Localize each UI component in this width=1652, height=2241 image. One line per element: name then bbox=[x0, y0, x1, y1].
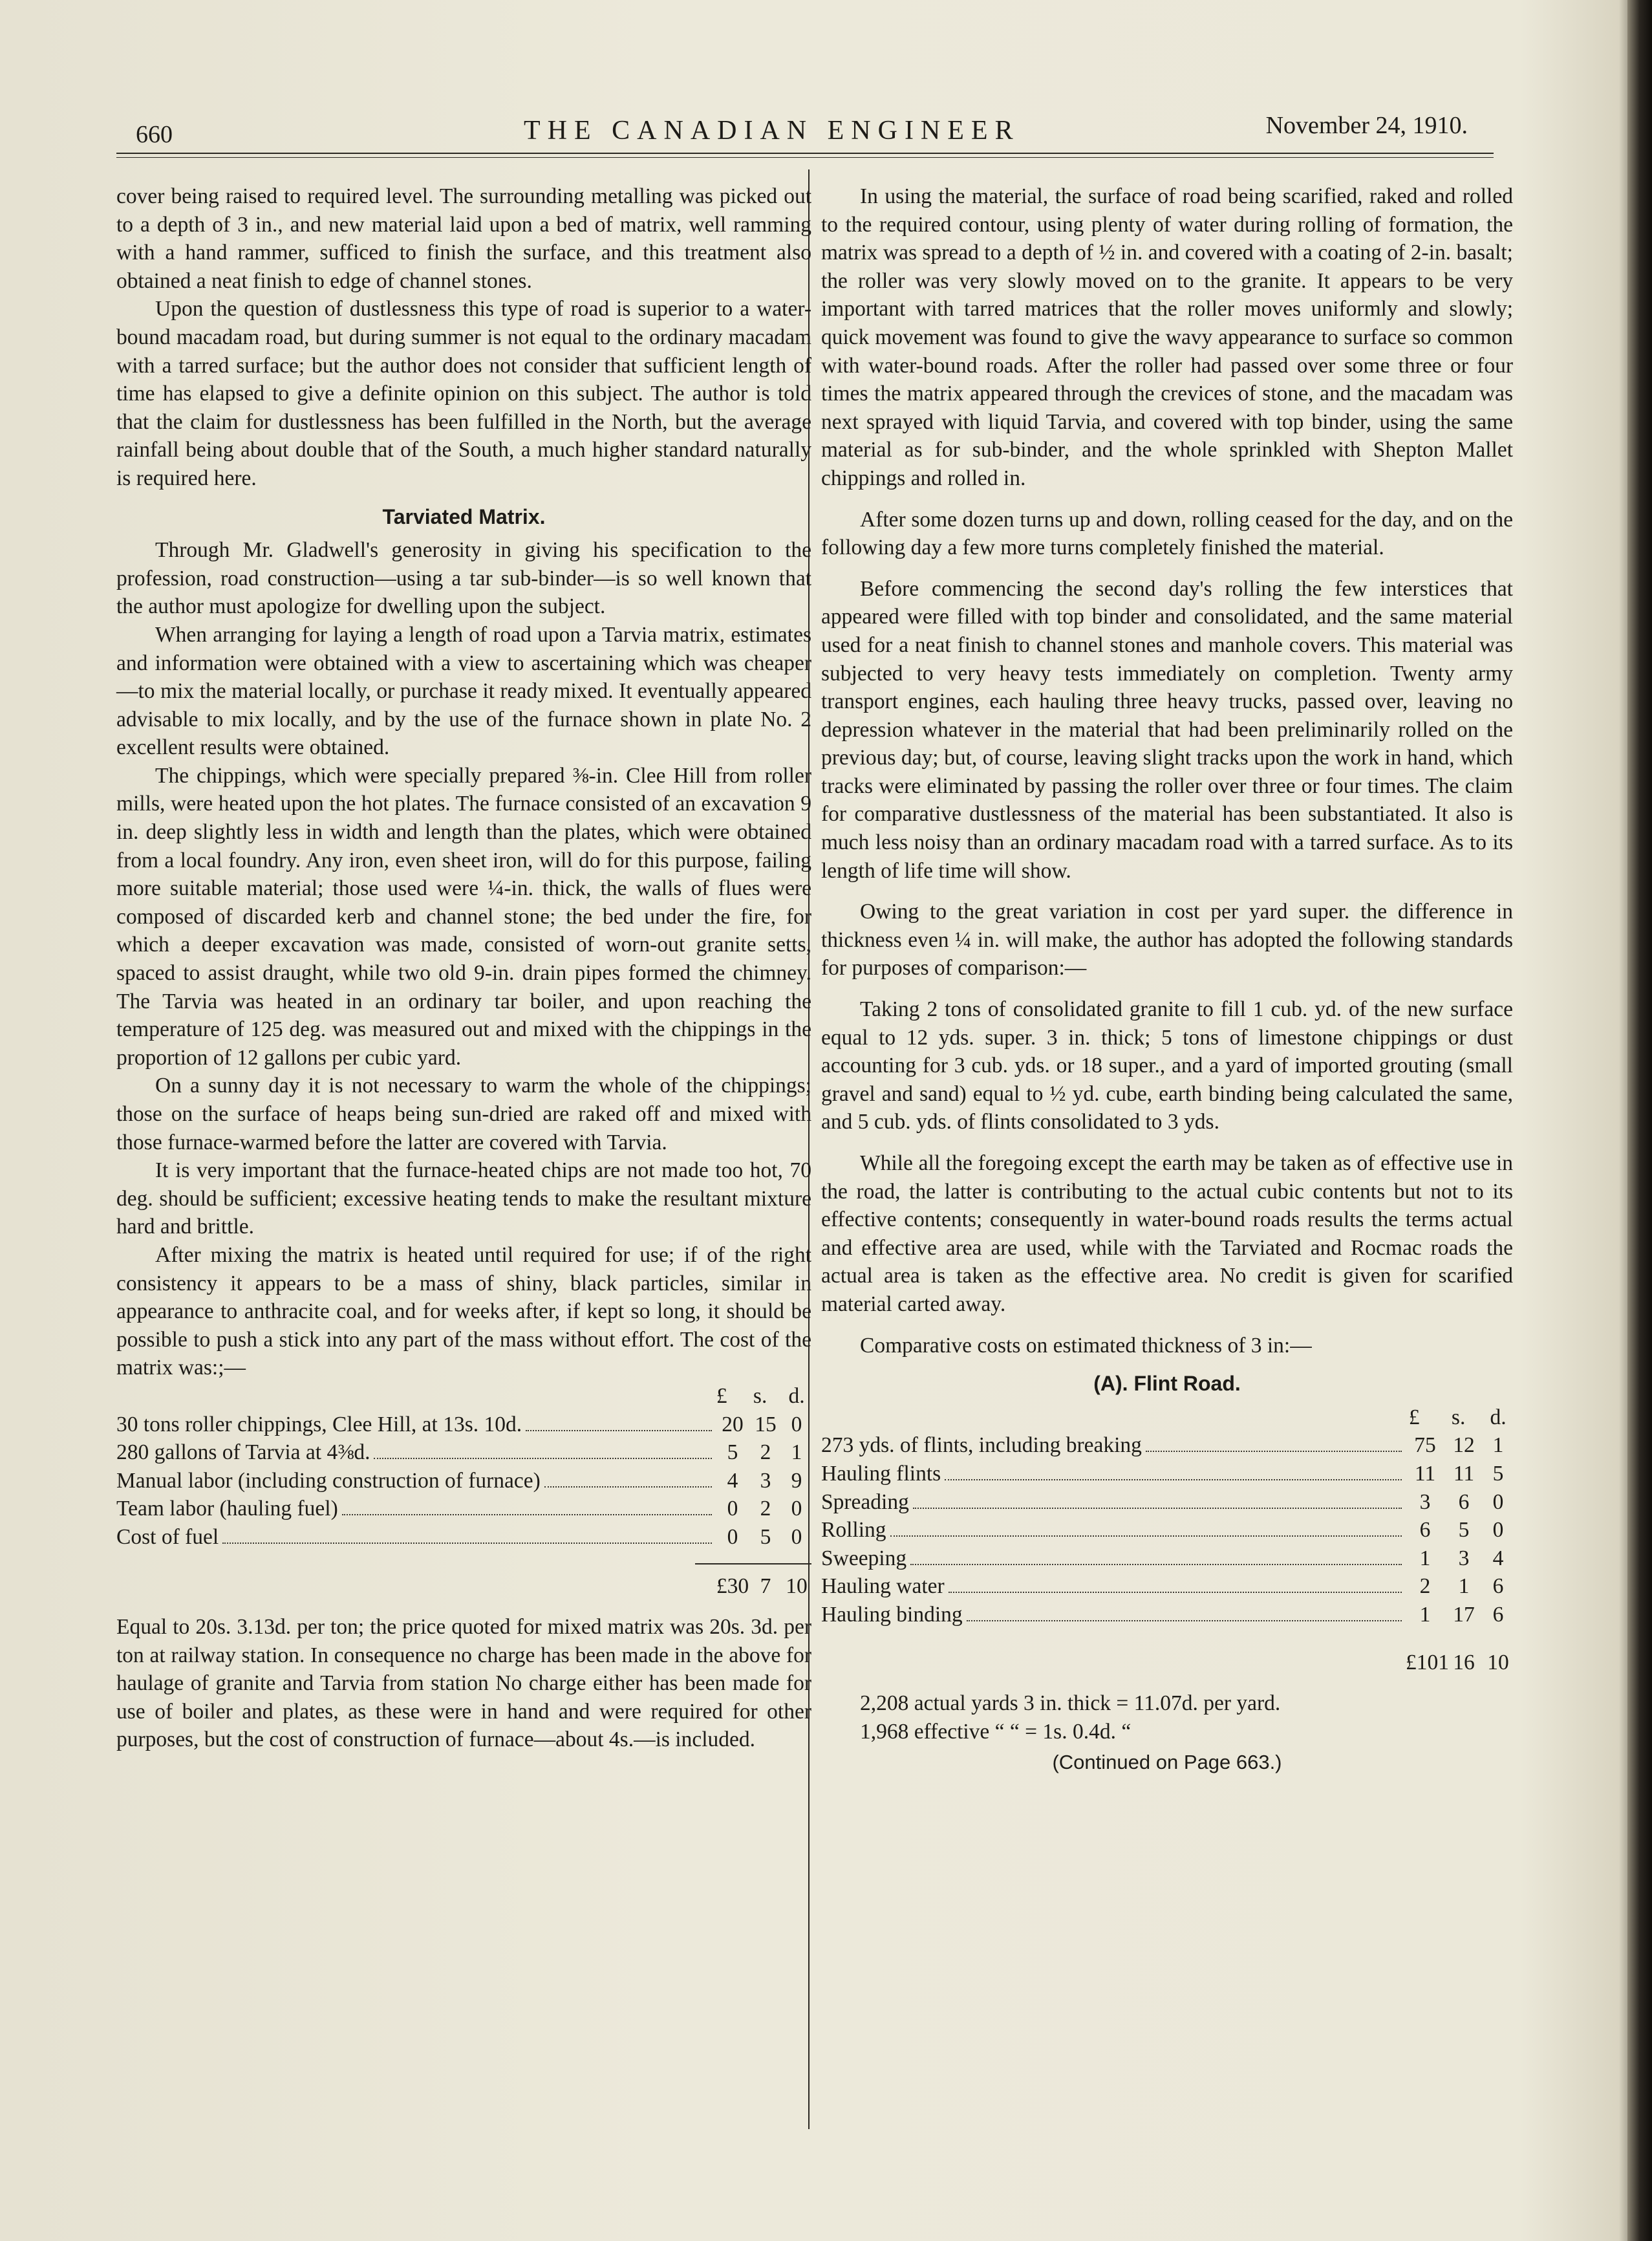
left-column bbox=[116, 182, 811, 1754]
cost-row bbox=[821, 1488, 1513, 1517]
shillings: 2 bbox=[760, 1497, 771, 1521]
cost-row bbox=[821, 1572, 1513, 1601]
paragraph: After mixing the matrix is heated until required for use; if of the right consistency it appears to be a mass of shiny, black particles, similar in appearance to anthracite coal, and for weeks after, if kept so long, it should be possible to push a stick into any part of the mass without effort. The cost of the matrix was:;— bbox=[116, 1242, 811, 1380]
cost-row bbox=[116, 1495, 811, 1523]
cost-label: Team labor (hauling fuel) bbox=[116, 1497, 338, 1521]
paragraph: While all the foregoing except the earth may be taken as of effective use in the road, the latter is contributing to the actual cubic contents but not to its effective contents; consequently in water-bound roads results the terms actual and effective area are used, while with the Tarviated and Rocmac roads the actual area is taken as the effective area. No credit is given for scarified material carted away. bbox=[821, 1151, 1513, 1316]
pence: 6 bbox=[1492, 1602, 1504, 1627]
page-header bbox=[136, 111, 1468, 157]
cost-row bbox=[821, 1544, 1513, 1573]
paragraph: cover being raised to required level. The surrounding metalling was picked out to a depth of 3 in., and new material laid upon a bed of matrix, well ramming with a hand rammer, sufficed to finish the surface, and this treatment also obtained a neat finish to edge of channel stones. bbox=[116, 184, 811, 293]
paragraph: It is very important that the furnace-heated chips are not made too hot, 70 deg. should be sufficient; excessive heating tends to make the resultant mixture hard and brittle. bbox=[116, 1158, 811, 1239]
shillings: 1 bbox=[1458, 1574, 1470, 1599]
cost-label: Hauling binding bbox=[821, 1602, 963, 1627]
cost-label: Sweeping bbox=[821, 1546, 907, 1570]
cost-total-row bbox=[821, 1649, 1513, 1677]
cost-label: Hauling flints bbox=[821, 1461, 941, 1486]
pence: 0 bbox=[791, 1412, 802, 1436]
pounds: 0 bbox=[727, 1524, 738, 1549]
paragraph: Upon the question of dustlessness this type of road is superior to a water-bound macadam road, but during summer is not equal to the ordinary macadam with a tarred surface; but the author does not consider that sufficient length of time has elapsed to give a definite opinion on this subject. The author is told that the claim for dustlessness has been fulfilled in the North, but the average rainfall being about double that of the South, a much higher standard naturally is required here. bbox=[116, 297, 811, 490]
cost-row bbox=[821, 1601, 1513, 1629]
pence: 0 bbox=[1492, 1518, 1504, 1543]
paragraph: Before commencing the second day's rolling the few interstices that appeared were filled with top binder and consolidated, and the same material used for a neat finish to channel stones and manhole covers. This material was subjected to very heavy tests immediately on completion. Twenty army transport engines, each hauling three heavy trucks, passed over, leaving no depression whatever in the material that had been preliminarily rolled on the previous day; but, of course, leaving slight tracks upon the work in hand, which tracks were eliminated by passing the roller over three or four times. The claim for comparative dustlessness of the material has been substantiated. It also is much less noisy than an ordinary macadam road with a tarred surface. As to its length of life time will show. bbox=[821, 576, 1513, 883]
cost-label: Cost of fuel bbox=[116, 1524, 219, 1549]
pence-header: d. bbox=[788, 1383, 805, 1408]
leader-dots bbox=[910, 1564, 1402, 1565]
pence-header: d. bbox=[1490, 1405, 1507, 1429]
cost-label: 273 yds. of flints, including breaking bbox=[821, 1433, 1142, 1458]
cost-per-yard-line: 1,968 effective “ “ = 1s. 0.4d. “ bbox=[860, 1719, 1132, 1744]
header-rule-thin bbox=[116, 157, 1494, 158]
total-rule bbox=[695, 1563, 811, 1564]
cost-label: Rolling bbox=[821, 1518, 886, 1543]
pounds: 2 bbox=[1419, 1574, 1431, 1599]
journal-title: THE CANADIAN ENGINEER bbox=[524, 116, 1020, 146]
shillings: 5 bbox=[760, 1524, 771, 1549]
pounds: 1 bbox=[1419, 1546, 1431, 1570]
pence: 0 bbox=[791, 1497, 802, 1521]
cost-row bbox=[116, 1523, 811, 1552]
cost-row bbox=[821, 1516, 1513, 1544]
total-pence: 10 bbox=[1487, 1650, 1509, 1674]
leader-dots bbox=[544, 1486, 712, 1488]
cost-row bbox=[116, 1467, 811, 1495]
pence: 9 bbox=[791, 1468, 802, 1493]
leader-dots bbox=[1146, 1451, 1402, 1452]
paragraph: The chippings, which were specially prepared ⅜-in. Clee Hill from roller mills, were heated upon the hot plates. The furnace consisted of an excavation 9 in. deep slightly less in width and length than the plates, which were obtained from a local foundry. Any iron, even sheet iron, will do for this purpose, failing more suitable material; those used were ¼-in. thick, the walls of flues were composed of discarded kerb and channel stone; the bed under the fire, for which a deeper excavation was made, consisted of worn-out granite setts, spaced to assist draught, while two old 9-in. drain pipes formed the chimney. The Tarvia was heated in an ordinary tar boiler, and upon reaching the temperature of 125 deg. was measured out and mixed with the chippings in the proportion of 12 gallons per cubic yard. bbox=[116, 763, 811, 1070]
section-heading: (A). Flint Road. bbox=[1093, 1372, 1241, 1396]
cost-label: Hauling water bbox=[821, 1574, 945, 1599]
pence: 1 bbox=[791, 1440, 802, 1465]
cost-table-header bbox=[116, 1382, 811, 1411]
pence: 4 bbox=[1492, 1546, 1504, 1570]
leader-dots bbox=[222, 1543, 712, 1544]
paragraph: Equal to 20s. 3.13d. per ton; the price quoted for mixed matrix was 20s. 3d. per ton at railway station. In consequence no charge has been made in the above for haulage of granite and Tarvia from station No charge either has been made for use of boiler and plates, as these were in hand and were required for other purposes, but the cost of construction of furnace—about 4s.—is included. bbox=[116, 1615, 811, 1752]
total-pounds: £30 bbox=[716, 1574, 749, 1598]
total-pounds: £101 bbox=[1406, 1650, 1449, 1674]
paragraph: Comparative costs on estimated thickness of 3 in:— bbox=[860, 1333, 1312, 1358]
leader-dots bbox=[949, 1592, 1402, 1593]
pounds: 3 bbox=[1419, 1489, 1431, 1514]
total-shillings: 7 bbox=[760, 1574, 771, 1598]
pounds: 20 bbox=[722, 1412, 744, 1436]
paragraph: When arranging for laying a length of road upon a Tarvia matrix, estimates and information were obtained with a view to ascertaining which was cheaper—to mix the material locally, or purchase it ready mixed. It eventually appeared advisable to mix locally, and by the use of the furnace shown in plate No. 2 excellent results were obtained. bbox=[116, 622, 811, 760]
cost-row bbox=[116, 1438, 811, 1467]
section-heading: Tarviated Matrix. bbox=[382, 504, 546, 528]
cost-label: Spreading bbox=[821, 1489, 909, 1514]
issue-date: November 24, 1910. bbox=[1265, 112, 1468, 139]
paragraph: In using the material, the surface of road being scarified, raked and rolled to the required contour, using plenty of water during rolling of formation, the matrix was spread to a depth of ½ in. and covered with a coating of 2-in. basalt; the roller was very slowly moved on to the granite. It appears to be very important with tarred matrices that the roller moves uniformly and slowly; quick movement was found to give the wavy appearance to surface so common with water-bound roads. After the roller had passed over some three or four times the matrix appeared through the crevices of stone, and the macadam was next sprayed with liquid Tarvia, and covered with top binder, using the same material as for sub-binder, and the whole sprinkled with Shepton Mallet chippings and rolled in. bbox=[821, 184, 1513, 490]
paragraph: On a sunny day it is not necessary to warm the whole of the chippings; those on the surface of heaps being sun-dried are raked off and mixed with those furnace-warmed before the latter are covered with Tarvia. bbox=[116, 1074, 811, 1154]
pounds: 0 bbox=[727, 1497, 738, 1521]
pounds: 11 bbox=[1414, 1461, 1436, 1486]
paragraph: Taking 2 tons of consolidated granite to fill 1 cub. yd. of the new surface equal to 12 yds. super. 3 in. thick; 5 tons of limestone chippings or dust accounting for 3 cub. yds. or 18 super., and a yard of imported grouting (small gravel and sand) equal to ½ yd. cube, earth binding being calculated the same, and 5 cub. yds. of flints consolidated to 3 yds. bbox=[821, 997, 1513, 1134]
pence: 0 bbox=[1492, 1489, 1504, 1514]
cost-row bbox=[821, 1431, 1513, 1460]
shillings: 12 bbox=[1453, 1433, 1475, 1458]
pounds-header: £ bbox=[716, 1383, 727, 1408]
shillings: 5 bbox=[1458, 1518, 1470, 1543]
cost-total-row bbox=[116, 1572, 811, 1601]
pounds: 4 bbox=[727, 1468, 738, 1493]
leader-dots bbox=[913, 1508, 1402, 1509]
shillings-header: s. bbox=[753, 1383, 767, 1408]
cost-label: 280 gallons of Tarvia at 4⅜d. bbox=[116, 1440, 370, 1465]
shillings: 17 bbox=[1453, 1602, 1475, 1627]
shillings: 15 bbox=[755, 1412, 777, 1436]
pence: 6 bbox=[1492, 1574, 1504, 1599]
leader-dots bbox=[374, 1458, 712, 1459]
leader-dots bbox=[945, 1479, 1402, 1480]
pence: 1 bbox=[1492, 1433, 1504, 1458]
paragraph: After some dozen turns up and down, rolling ceased for the day, and on the following day a few more turns completely finished the material. bbox=[821, 507, 1513, 560]
cost-row bbox=[821, 1460, 1513, 1488]
pounds: 1 bbox=[1419, 1602, 1431, 1627]
shillings: 3 bbox=[1458, 1546, 1470, 1570]
pence: 0 bbox=[791, 1524, 802, 1549]
pounds: 75 bbox=[1414, 1433, 1436, 1458]
cost-per-yard-line: 2,208 actual yards 3 in. thick = 11.07d. per yard. bbox=[860, 1691, 1281, 1716]
cost-label: 30 tons roller chippings, Clee Hill, at 13s. 10d. bbox=[116, 1412, 522, 1436]
leader-dots bbox=[890, 1535, 1402, 1537]
leader-dots bbox=[526, 1430, 712, 1431]
total-pence: 10 bbox=[786, 1574, 808, 1598]
continued-note: (Continued on Page 663.) bbox=[1052, 1751, 1282, 1774]
shillings: 11 bbox=[1453, 1461, 1475, 1486]
paragraph: Owing to the great variation in cost per yard super. the difference in thickness even ¼ in. will make, the author has adopted the following standards for purposes of comparison:— bbox=[821, 900, 1513, 980]
header-rule bbox=[116, 153, 1494, 154]
leader-dots bbox=[967, 1620, 1402, 1621]
pence: 5 bbox=[1492, 1461, 1504, 1486]
shillings: 2 bbox=[760, 1440, 771, 1465]
shillings: 6 bbox=[1458, 1489, 1470, 1514]
leader-dots bbox=[342, 1514, 712, 1515]
book-spine-shadow bbox=[1627, 0, 1652, 2241]
cost-row bbox=[116, 1411, 811, 1439]
pounds: 5 bbox=[727, 1440, 738, 1465]
pounds-header: £ bbox=[1408, 1405, 1420, 1429]
page-number: 660 bbox=[136, 121, 173, 148]
right-column bbox=[821, 182, 1513, 1777]
shillings-header: s. bbox=[1451, 1405, 1466, 1429]
shillings: 3 bbox=[760, 1468, 771, 1493]
cost-table-header bbox=[821, 1403, 1513, 1432]
paragraph: Through Mr. Gladwell's generosity in giving his specification to the profession, road construction—using a tar sub-binder—is so well known that the author must apologize for dwelling upon the subject. bbox=[116, 538, 811, 619]
cost-label: Manual labor (including construction of furnace) bbox=[116, 1468, 541, 1493]
total-shillings: 16 bbox=[1453, 1650, 1475, 1674]
pounds: 6 bbox=[1419, 1518, 1431, 1543]
